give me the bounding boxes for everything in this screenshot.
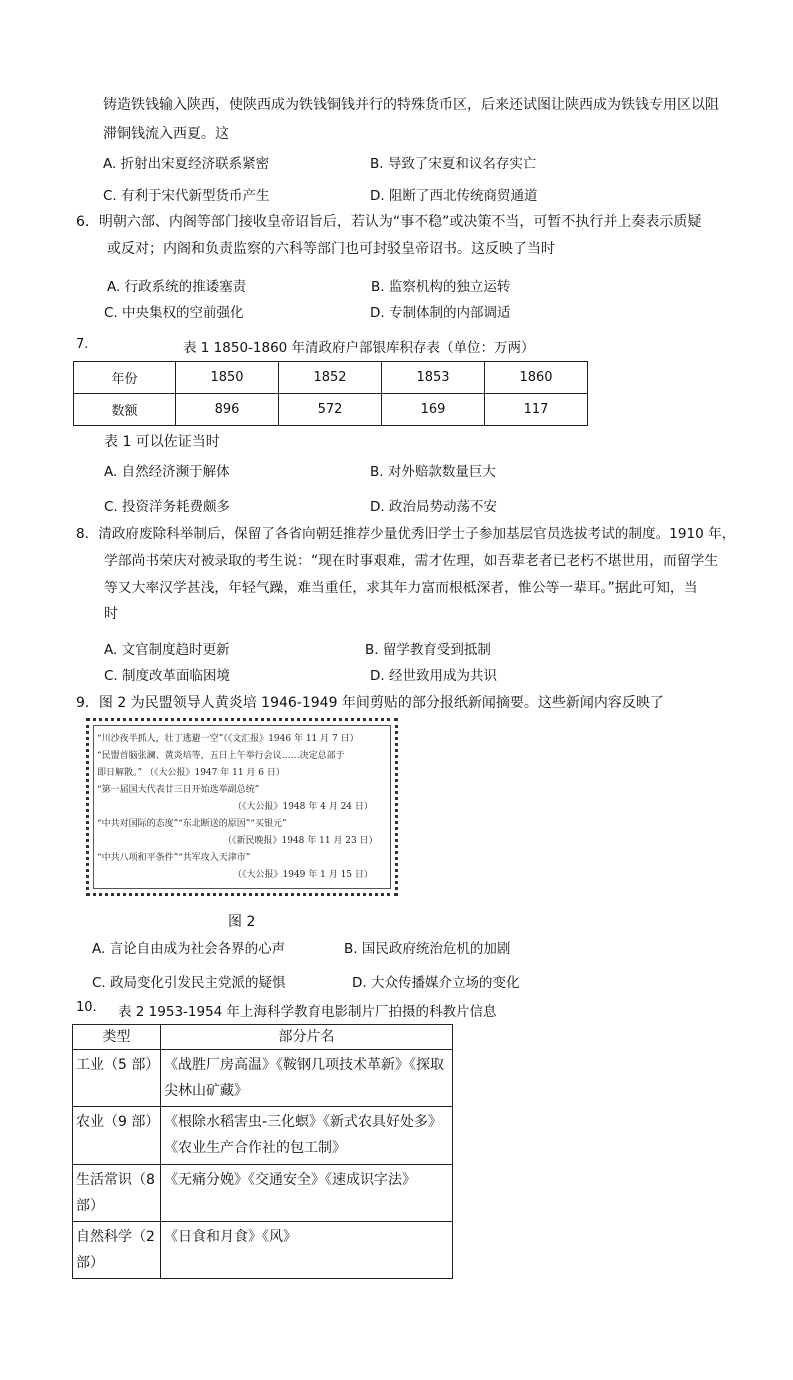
newspaper-clipping-figure <box>86 718 398 896</box>
clipping-line: （《新民晚报》1948 年 11 月 23 日） <box>223 836 378 846</box>
q7-row-label-amount: 数额 <box>74 394 176 426</box>
q7-option-c: C. 投资洋务耗费颇多 <box>104 499 231 515</box>
q7-amount-cell: 896 <box>176 394 279 426</box>
q9-option-c: C. 政局变化引发民主党派的疑惧 <box>92 975 286 991</box>
q8-option-c: C. 制度改革面临困境 <box>104 668 231 684</box>
q10-table <box>72 1024 453 1279</box>
q9-stem: 9．图 2 为民盟领导人黄炎培 1946-1949 年间剪贴的部分报纸新闻摘要。这些新闻内容反映了 <box>76 695 664 711</box>
q6-option-c: C. 中央集权的空前强化 <box>104 305 244 321</box>
q10-type-cell: 生活常识（8 部） <box>73 1165 161 1222</box>
q7-row-label-year: 年份 <box>74 362 176 394</box>
q7-table <box>73 361 588 426</box>
q5-stem-line1: 铸造铁钱输入陕西，使陕西成为铁钱铜钱并行的特殊货币区，后来还试图让陕西成为铁钱专用区以阻 <box>103 97 719 113</box>
q5-option-d: D. 阻断了西北传统商贸通道 <box>370 188 538 204</box>
q8-stem-line4: 时 <box>104 606 118 622</box>
q9-option-b: B. 国民政府统治危机的加剧 <box>344 941 511 957</box>
clipping-line: “中共对国际的态度”“东北断送的原因”“买银元” <box>97 819 287 829</box>
q7-option-d: D. 政治局势动荡不安 <box>370 499 497 515</box>
q5-option-c: C. 有利于宋代新型货币产生 <box>103 188 270 204</box>
q6-option-b: B. 监察机构的独立运转 <box>371 279 511 295</box>
clipping-line: “川沙夜半抓人，壮丁逃避一空”（《文汇报》1946 年 11 月 7 日） <box>97 734 359 744</box>
q10-table-caption: 表 2 1953-1954 年上海科学教育电影制片厂拍摄的科教片信息 <box>118 1004 497 1020</box>
q6-stem-line1: 6．明朝六部、内阁等部门接收皇帝诏旨后，若认为“事不稳”或决策不当，可暂不执行并上奏表示质疑 <box>76 214 702 230</box>
q7-year-cell: 1860 <box>485 362 588 394</box>
q10-number: 10. <box>76 1000 97 1015</box>
q8-stem-line2: 学部尚书荣庆对被录取的考生说：“现在时事艰难，需才佐理，如吾辈老者已老朽不堪世用，而留学生 <box>104 553 719 569</box>
q5-option-b: B. 导致了宋夏和议名存实亡 <box>370 156 537 172</box>
q10-type-cell: 工业（5 部） <box>73 1050 161 1107</box>
clipping-line: 即日解散。” （《大公报》1947 年 11 月 6 日） <box>97 768 285 778</box>
q7-year-cell: 1850 <box>176 362 279 394</box>
q10-type-cell: 农业（9 部） <box>73 1107 161 1165</box>
q9-option-d: D. 大众传播媒介立场的变化 <box>352 975 520 991</box>
q6-stem-line2: 或反对；内阁和负责监察的六科等部门也可封驳皇帝诏书。这反映了当时 <box>107 241 555 257</box>
q6-option-d: D. 专制体制的内部调适 <box>370 305 511 321</box>
q8-option-a: A. 文官制度趋时更新 <box>104 642 230 658</box>
q7-number: 7. <box>76 337 89 352</box>
q10-films-cell: 《无痛分娩》《交通安全》《速成识字法》 <box>161 1165 453 1222</box>
q10-type-cell: 自然科学（2 部） <box>73 1222 161 1279</box>
q8-option-d: D. 经世致用成为共识 <box>370 668 497 684</box>
clipping-line: “第一届国大代表廿三日开始选举副总统” <box>97 785 260 795</box>
q7-amount-cell: 169 <box>382 394 485 426</box>
q6-option-a: A. 行政系统的推诿塞责 <box>107 279 247 295</box>
q8-stem-line3: 等又大率汉学甚浅，年轻气躁，难当重任，求其年力富而根柢深者，惟公等一辈耳。”据此可知，当 <box>104 580 698 596</box>
clipping-line: “民盟首脑张澜、黄炎培等，五日上午举行会议……决定总部于 <box>97 751 345 761</box>
clipping-line: （《大公报》1948 年 4 月 24 日） <box>233 802 373 812</box>
q10-films-cell: 《战胜厂房高温》《鞍钢几项技术革新》《探取尖林山矿藏》 <box>161 1050 453 1107</box>
q7-stem: 表 1 可以佐证当时 <box>104 434 220 450</box>
q8-stem-line1: 8．清政府废除科举制后，保留了各省向朝廷推荐少量优秀旧学士子参加基层官员选拔考试的制度。1910 年， <box>76 526 736 542</box>
q5-option-a: A. 折射出宋夏经济联系紧密 <box>103 156 270 172</box>
q7-amount-cell: 117 <box>485 394 588 426</box>
q7-option-b: B. 对外赔款数量巨大 <box>370 464 496 480</box>
clipping-line: （《大公报》1949 年 1 月 15 日） <box>233 870 373 880</box>
q10-films-cell: 《根除水稻害虫-三化螟》《新式农具好处多》《农业生产合作社的包工制》 <box>161 1107 453 1165</box>
q8-option-b: B. 留学教育受到抵制 <box>365 642 491 658</box>
q7-year-cell: 1852 <box>279 362 382 394</box>
q7-amount-cell: 572 <box>279 394 382 426</box>
clipping-line: “中共八项和平条件”“共军攻入天津市” <box>97 853 251 863</box>
figure-2-label: 图 2 <box>228 914 256 930</box>
q7-table-caption: 表 1 1850-1860 年清政府户部银库积存表（单位：万两） <box>183 340 535 356</box>
q10-header-type: 类型 <box>73 1025 161 1050</box>
q7-year-cell: 1853 <box>382 362 485 394</box>
q5-stem-line2: 滞铜钱流入西夏。这 <box>103 126 229 142</box>
q7-option-a: A. 自然经济濒于解体 <box>104 464 230 480</box>
q10-header-films: 部分片名 <box>161 1025 453 1050</box>
q9-option-a: A. 言论自由成为社会各界的心声 <box>92 941 286 957</box>
q10-films-cell: 《日食和月食》《风》 <box>161 1222 453 1279</box>
